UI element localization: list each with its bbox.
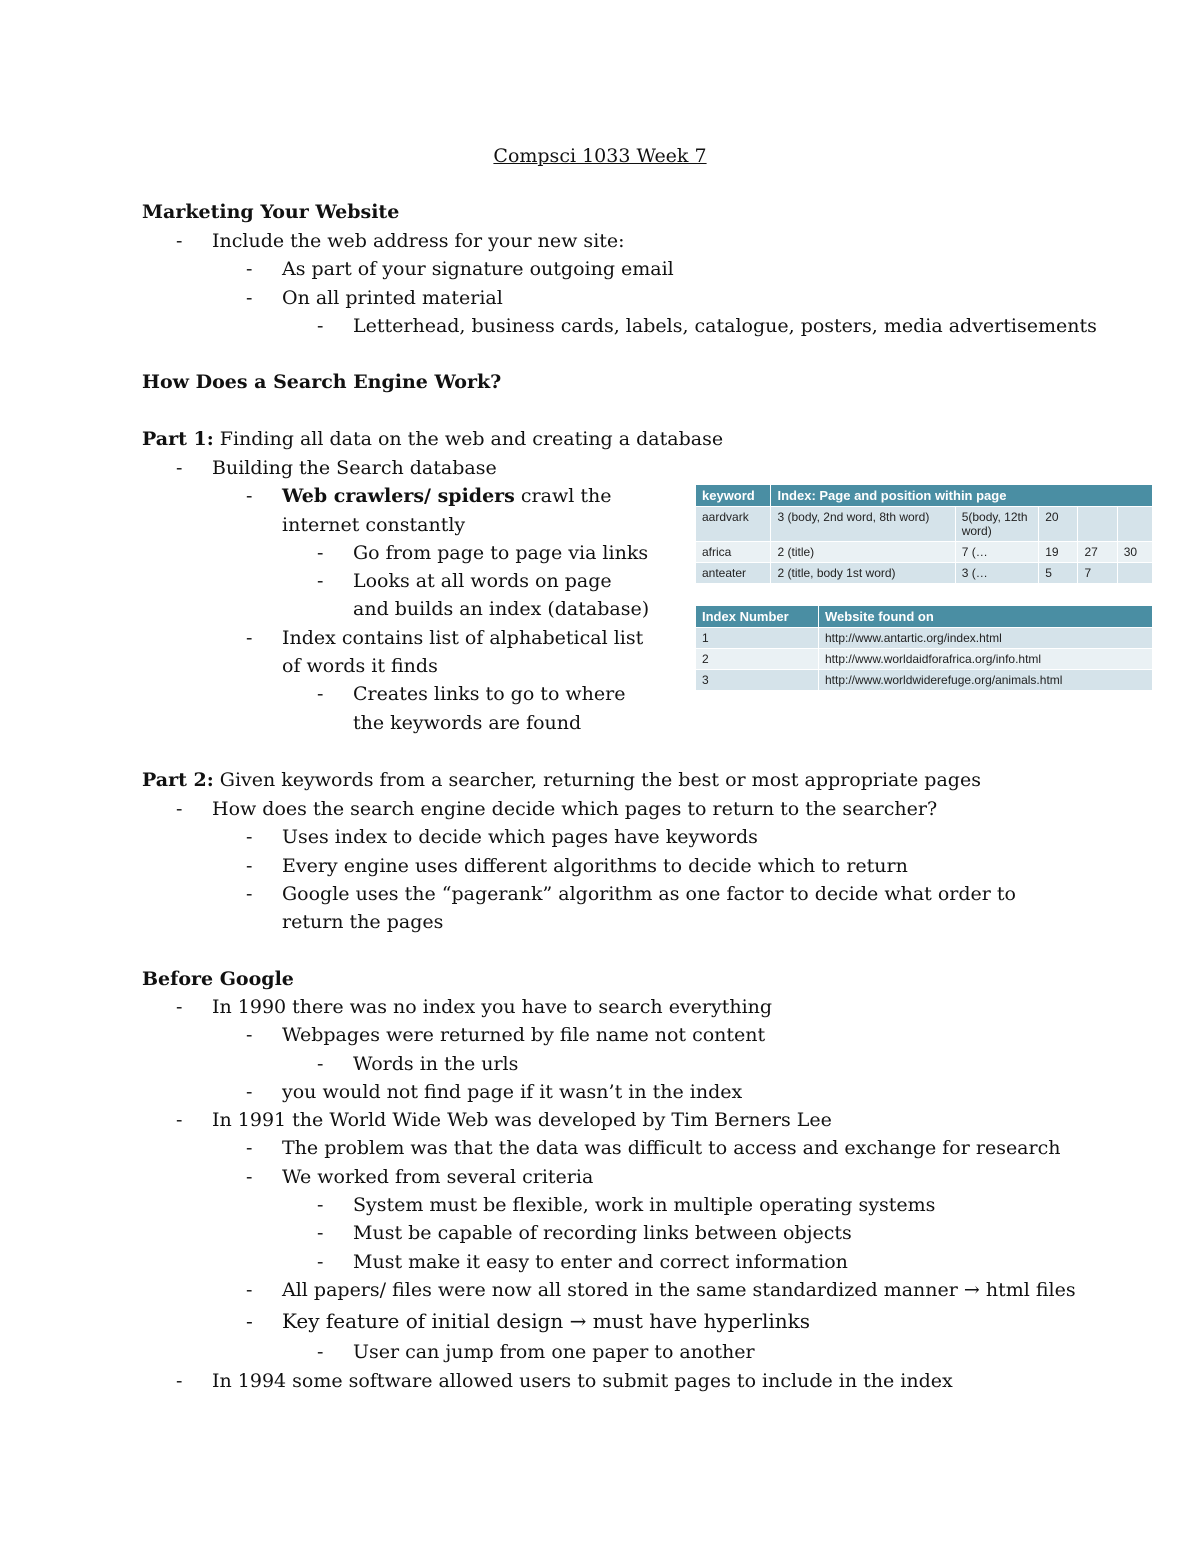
- table-cell: 7: [1078, 563, 1117, 584]
- table-cell: 7 (…: [955, 542, 1039, 563]
- website-table: [695, 605, 1153, 691]
- table-cell: 27: [1078, 542, 1117, 563]
- table-header: Index Number: [696, 606, 819, 628]
- part2-label: Part 2:: [142, 769, 214, 791]
- table-cell: [1078, 507, 1117, 542]
- table-cell: 20: [1039, 507, 1078, 542]
- table-cell: 3: [696, 670, 819, 691]
- list-item: - System must be flexible, work in multiple operating systems: [353, 1191, 1076, 1219]
- list-item: - We worked from several criteria: [282, 1163, 1076, 1191]
- list-item: - Uses index to decide which pages have keywords: [282, 823, 1027, 851]
- list-item: - Webpages were returned by file name not content: [282, 1021, 1076, 1049]
- table-cell: http://www.worldwiderefuge.org/animals.html: [819, 670, 1153, 691]
- list-item: - All papers/ files were now all stored in the same standardized manner → html files: [282, 1276, 1076, 1304]
- list-item: - In 1990 there was no index you have to search everything: [212, 993, 1076, 1021]
- list-item: - Must make it easy to enter and correct information: [353, 1248, 1076, 1276]
- list-item: - The problem was that the data was difficult to access and exchange for research: [282, 1134, 1076, 1162]
- list-item: - Building the Search database: [212, 454, 653, 482]
- list-item: - User can jump from one paper to another: [353, 1338, 1076, 1366]
- list-item: - Google uses the “pagerank” algorithm as one factor to decide what order to return the pages: [282, 880, 1027, 937]
- part1-text: Finding all data on the web and creating a database: [213, 428, 724, 450]
- list-item: - Letterhead, business cards, labels, catalogue, posters, media advertisements: [353, 312, 1097, 340]
- list-item: [282, 482, 652, 539]
- table-row: [696, 649, 1153, 670]
- table-cell: 19: [1039, 542, 1078, 563]
- how-heading: How Does a Search Engine Work?: [142, 371, 502, 393]
- table-cell: [1117, 563, 1152, 584]
- marketing-heading: Marketing Your Website: [142, 201, 400, 223]
- crawlers-bold: Web crawlers/ spiders: [282, 485, 515, 508]
- list-item: - you would not find page if it wasn’t in the index: [282, 1078, 1076, 1106]
- table-cell: 2: [696, 649, 819, 670]
- part2-list: [0, 795, 1027, 936]
- table-cell: aardvark: [696, 507, 771, 542]
- table-header: Website found on: [819, 606, 1153, 628]
- table-cell: 30: [1117, 542, 1152, 563]
- list-item: - Creates links to go to where the keywords are found: [353, 680, 653, 737]
- list-item: - On all printed material: [282, 284, 1097, 312]
- part1-label: Part 1:: [142, 428, 214, 450]
- table-cell: [1117, 507, 1152, 542]
- before-heading: Before Google: [142, 968, 294, 990]
- table-cell: africa: [696, 542, 771, 563]
- table-row: [696, 670, 1153, 691]
- table-row: [696, 507, 1153, 542]
- list-item: - How does the search engine decide which pages to return to the searcher?: [212, 795, 1027, 823]
- table-cell: 2 (title): [771, 542, 955, 563]
- crawlers-rest: crawl the internet constantly: [282, 485, 612, 536]
- index-table: [695, 484, 1153, 584]
- list-item: - In 1994 some software allowed users to submit pages to include in the index: [212, 1367, 1076, 1395]
- part2-text: Given keywords from a searcher, returning the best or most appropriate pages: [213, 769, 981, 791]
- list-item: - In 1991 the World Wide Web was developed by Tim Berners Lee: [212, 1106, 1076, 1134]
- table-cell: anteater: [696, 563, 771, 584]
- part1-line: [142, 425, 723, 453]
- table-cell: http://www.worldaidforafrica.org/info.html: [819, 649, 1153, 670]
- before-list: [0, 993, 1076, 1395]
- list-item: - Go from page to page via links: [353, 539, 653, 567]
- table-cell: 3 (…: [955, 563, 1039, 584]
- part2-line: [142, 766, 981, 794]
- table-header: keyword: [696, 485, 771, 507]
- list-item: - Looks at all words on page and builds an index (database): [353, 567, 653, 624]
- table-cell: 2 (title, body 1st word): [771, 563, 955, 584]
- list-item: - Key feature of initial design → must have hyperlinks: [282, 1304, 1076, 1338]
- table-cell: 3 (body, 2nd word, 8th word): [771, 507, 955, 542]
- table-cell: 5: [1039, 563, 1078, 584]
- list-item: - Words in the urls: [353, 1050, 1076, 1078]
- list-item: - Every engine uses different algorithms to decide which to return: [282, 852, 1027, 880]
- table-row: [696, 628, 1153, 649]
- list-item: - Include the web address for your new site:: [212, 227, 1097, 255]
- table-cell: 1: [696, 628, 819, 649]
- table-row: [696, 563, 1153, 584]
- table-header: Index: Page and position within page: [771, 485, 1153, 507]
- page-title: Compsci 1033 Week 7: [493, 145, 707, 167]
- list-item: - Index contains list of alphabetical list of words it finds: [282, 624, 652, 681]
- list-item: - Must be capable of recording links between objects: [353, 1219, 1076, 1247]
- list-item: - As part of your signature outgoing email: [282, 255, 1097, 283]
- table-row: [696, 542, 1153, 563]
- table-cell: 5(body, 12th word): [955, 507, 1039, 542]
- marketing-list: [0, 227, 1097, 340]
- table-cell: http://www.antartic.org/index.html: [819, 628, 1153, 649]
- part1-list: [0, 454, 653, 737]
